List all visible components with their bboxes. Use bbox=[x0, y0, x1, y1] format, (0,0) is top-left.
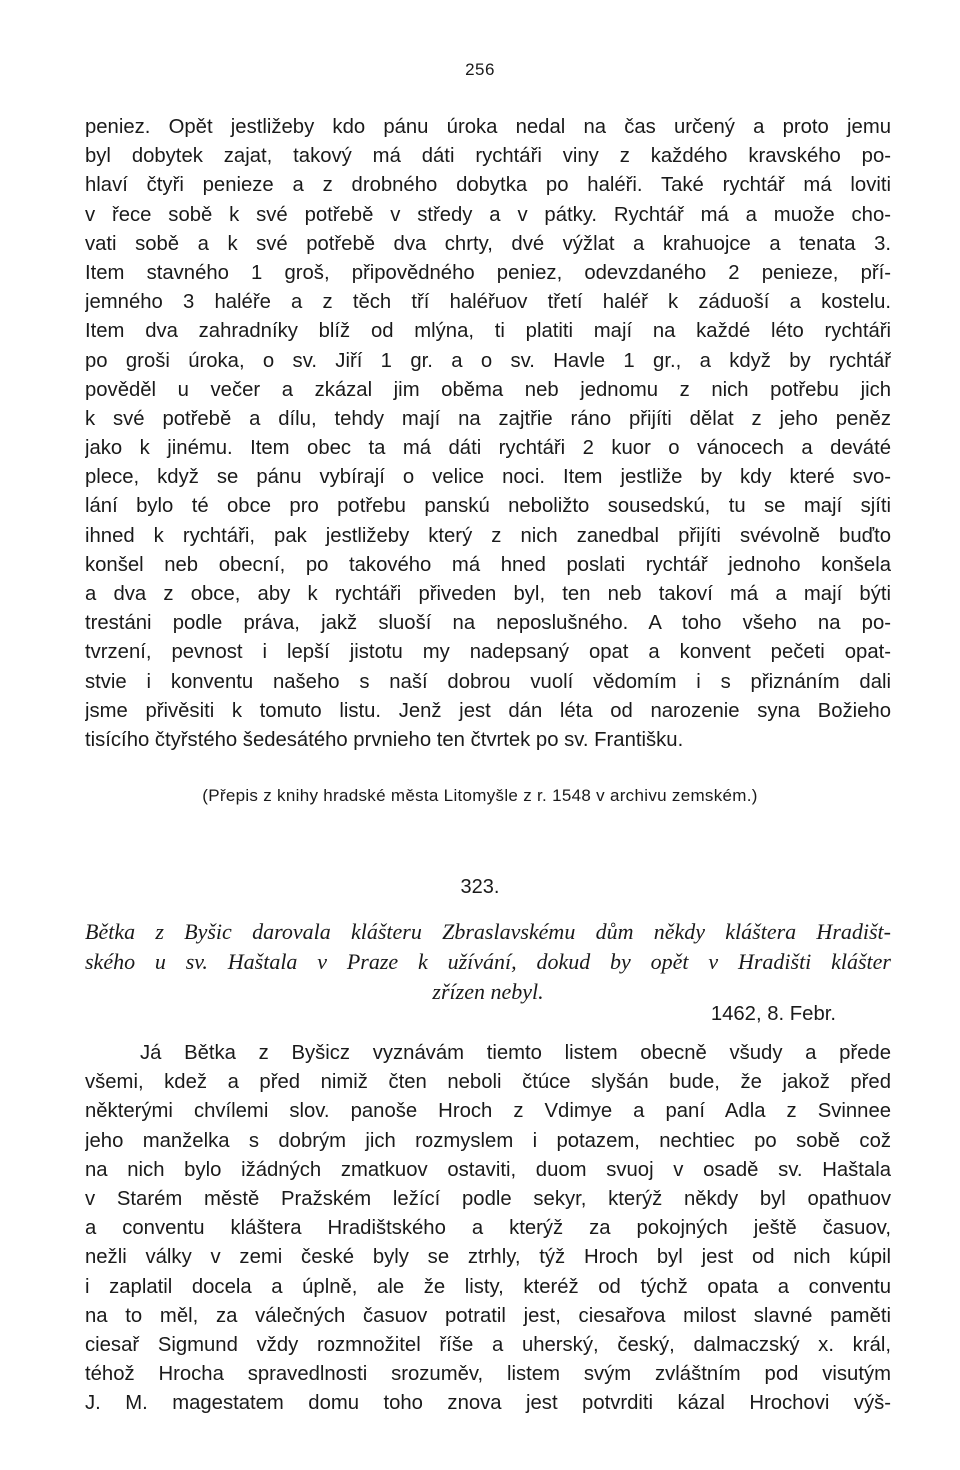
text-line: peniez. Opět jestližeby kdo pánu úroka nedal na čas určený a proto jemu bbox=[85, 116, 891, 138]
text-line: lání bylo té obce pro potřebu panskú neboližto sousedskú, tu se mají sjíti bbox=[85, 495, 891, 518]
regest-line: zřízen nebyl. bbox=[432, 979, 544, 1004]
text-line: nežli války v zemi české byly se ztrhly, týž Hroch byl jest od nich kúpil bbox=[85, 1246, 891, 1269]
text-line: i zaplatil docela a úplně, ale že listy, kteréž od týchž opata a conventu bbox=[85, 1275, 891, 1298]
text-line: jeho manželka s dobrým jich rozmyslem i potazem, nechtiec po sobě což bbox=[85, 1129, 891, 1152]
text-line: hlaví čtyři penieze a z drobného dobytka po haléři. Také rychtář má loviti bbox=[85, 174, 891, 197]
text-line: byl dobytek zajat, takový má dáti rychtáři viny z každého kravského po- bbox=[85, 145, 891, 168]
text-line: pověděl u večer a zkázal jim oběma neb jednomu z nich potřebu jich bbox=[85, 378, 891, 401]
regest-heading bbox=[85, 917, 891, 1007]
text-line: na nich bylo ižádných zmatkuov ostaviti, duom svuoj v osadě sv. Haštala bbox=[85, 1158, 891, 1181]
page-number: 256 bbox=[465, 60, 495, 79]
document-date: 1462, 8. Febr. bbox=[710, 1003, 836, 1025]
text-line: ciesař Sigmund vždy rozmnožitel říše a uherský, český, dalmaczský x. král, bbox=[85, 1333, 891, 1356]
text-line: plece, když se pánu vybírají o velice noci. Item jestliže by kdy které svo- bbox=[85, 466, 891, 489]
text-line: jsme přivěsiti k tomuto listu. Jenž jest dán léta od narozenie syna Božieho bbox=[85, 699, 891, 722]
text-line: v řece sobě k své potřebě v středy a v pátky. Rychtář má a muože cho- bbox=[85, 203, 891, 226]
text-line: tvrzení, pevnost i lepší jistotu my nadepsaný opat a konvent pečeti opat- bbox=[85, 641, 891, 664]
main-text-block bbox=[85, 113, 891, 755]
text-line: a conventu kláštera Hradištského a kterýž za pokojných ještě časuov, bbox=[85, 1217, 891, 1240]
text-line: J. M. magestatem domu toho znova jest potvrditi kázal Hrochovi výš- bbox=[85, 1392, 891, 1415]
text-line: Item dva zahradníky blíž od mlýna, ti platiti mají na každé léto rychtáři bbox=[85, 320, 891, 343]
text-line: tisícího čtyřstého šedesátého prvnieho ten čtvrtek po sv. Františku. bbox=[85, 728, 684, 751]
regest-line: ského u sv. Haštala v Praze k užívání, dokud by opět v Hradišti klášter bbox=[85, 949, 891, 974]
text-line: po groši úroka, o sv. Jiří 1 gr. a o sv. Havle 1 gr., a když by rychtář bbox=[85, 349, 891, 372]
text-line: jako k jinému. Item obec ta má dáti rychtáři 2 kuor o vánocech a deváté bbox=[85, 437, 891, 460]
text-line: jemného 3 haléře a z těch tří haléřuov třetí haléř k záduoší a kostelu. bbox=[85, 291, 891, 314]
text-line: stvie i konventu našeho s naší dobrou vuolí vědomím i s přiznáním dali bbox=[85, 670, 891, 693]
text-line: v Starém městě Pražském ležící podle sekyr, kterýž někdy byl opathuov bbox=[85, 1187, 891, 1210]
document-number: 323. bbox=[460, 876, 500, 898]
text-line: Item stavného 1 groš, připovědného peniez, odevzdaného 2 penieze, pří- bbox=[85, 261, 891, 284]
regest-line: Bětka z Byšic darovala klášteru Zbraslavskému dům někdy kláštera Hradišt- bbox=[85, 919, 891, 944]
text-line: některými chvílemi slov. panoše Hroch z Vdimye a paní Adla z Svinnee bbox=[85, 1100, 891, 1123]
text-line: a dva z obce, aby k rychtáři přiveden byl, ten neb takoví má a mají býti bbox=[85, 583, 891, 605]
text-line: všemi, kdež a před nimiž čten neboli čtúce slyšán bude, že jakož před bbox=[85, 1071, 891, 1094]
text-line: na to měl, za válečných časuov potratil jest, ciesařova milost slavné paměti bbox=[85, 1304, 891, 1327]
text-line: Já Bětka z Byšicz vyznávám tiemto listem obecně všudy a přede bbox=[140, 1042, 891, 1064]
text-line: vati sobě a k své potřebě dva chrty, dvé výžlat a krahuojce a tenata 3. bbox=[85, 232, 891, 255]
text-line: téhož Hrocha spravedlnosti srozuměv, listem svým zvláštním pod visutým bbox=[85, 1363, 891, 1386]
text-line: konšel neb obecní, po takového má hned poslati rychtář jednoho konšela bbox=[85, 553, 891, 576]
text-line: ihned k rychtáři, pak jestližeby který z nich zanedbal přijíti svévolně buďto bbox=[85, 524, 891, 547]
letter-text-block bbox=[85, 1039, 891, 1418]
text-line: k své potřebě a dílu, tehdy mají na zajtřie ráno přijíti dělat z jeho peněz bbox=[85, 407, 891, 430]
text-line: trestáni podle práva, jakž sluoší na neposlušného. A toho všeho na po- bbox=[85, 612, 891, 635]
source-note: (Přepis z knihy hradské města Litomyšle z r. 1548 v archivu zemském.) bbox=[202, 786, 758, 805]
